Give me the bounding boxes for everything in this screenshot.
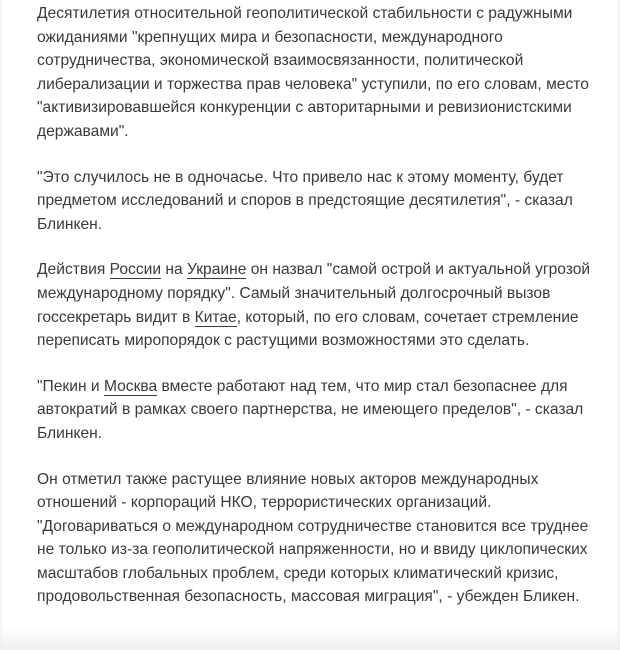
text-segment: Действия [37, 261, 110, 279]
text-segment: он назвал "самой острой и актуальной угрозой международному порядку". Самый значительный долгосрочный вызов госсекретарь видит в [37, 261, 591, 326]
paragraph-new-actors: Он отметил также растущее влияние новых акторов международных отношений - корпораций НКО, террористических организаций. "Договариваться о международном сотрудничестве становится все труднее не только из-за геополитической напряженности, но и ввиду циклопических масштабов глобальных проблем, среди которых климатический кризис, продовольственная безопасность, массовая миграция", - убежден Бликен. [37, 470, 589, 606]
link-moscow[interactable]: Москва [103, 377, 158, 395]
text-segment: вместе работают над тем, что мир стал безопаснее для автократий в рамках своего партнерства, не имеющего пределов", - сказал Блинкен. [37, 377, 584, 442]
text-segment: "Пекин и [37, 377, 104, 395]
link-ukraine[interactable]: Украине [187, 261, 247, 279]
bottom-shadow [0, 626, 620, 650]
article-body [37, 2, 597, 631]
link-china[interactable]: Китае [194, 308, 237, 326]
paragraph-beijing-moscow [37, 375, 597, 446]
paragraph-russia-china [37, 258, 597, 352]
paragraph-stability: Десятилетия относительной геополитической стабильности с радужными ожиданиями "крепнущих мира и безопасности, международного сотрудничества, экономической взаимосвязанности, политической либерализации и торжества прав человека" уступили, по его словам, место "активизировавшейся конкуренции с авторитарными и ревизионистскими державами". [37, 5, 589, 140]
paragraph-quote-blinken: "Это случилось не в одночасье. Что привело нас к этому моменту, будет предметом исследований и споров в предстоящие десятилетия", - сказал Блинкен. [37, 168, 573, 233]
text-segment: , который, по его словам, сочетает стремление переписать миропорядок с растущими возможностями это сделать. [37, 308, 579, 350]
link-russia[interactable]: России [109, 261, 162, 279]
text-segment: на [161, 261, 188, 279]
left-edge [0, 0, 2, 650]
